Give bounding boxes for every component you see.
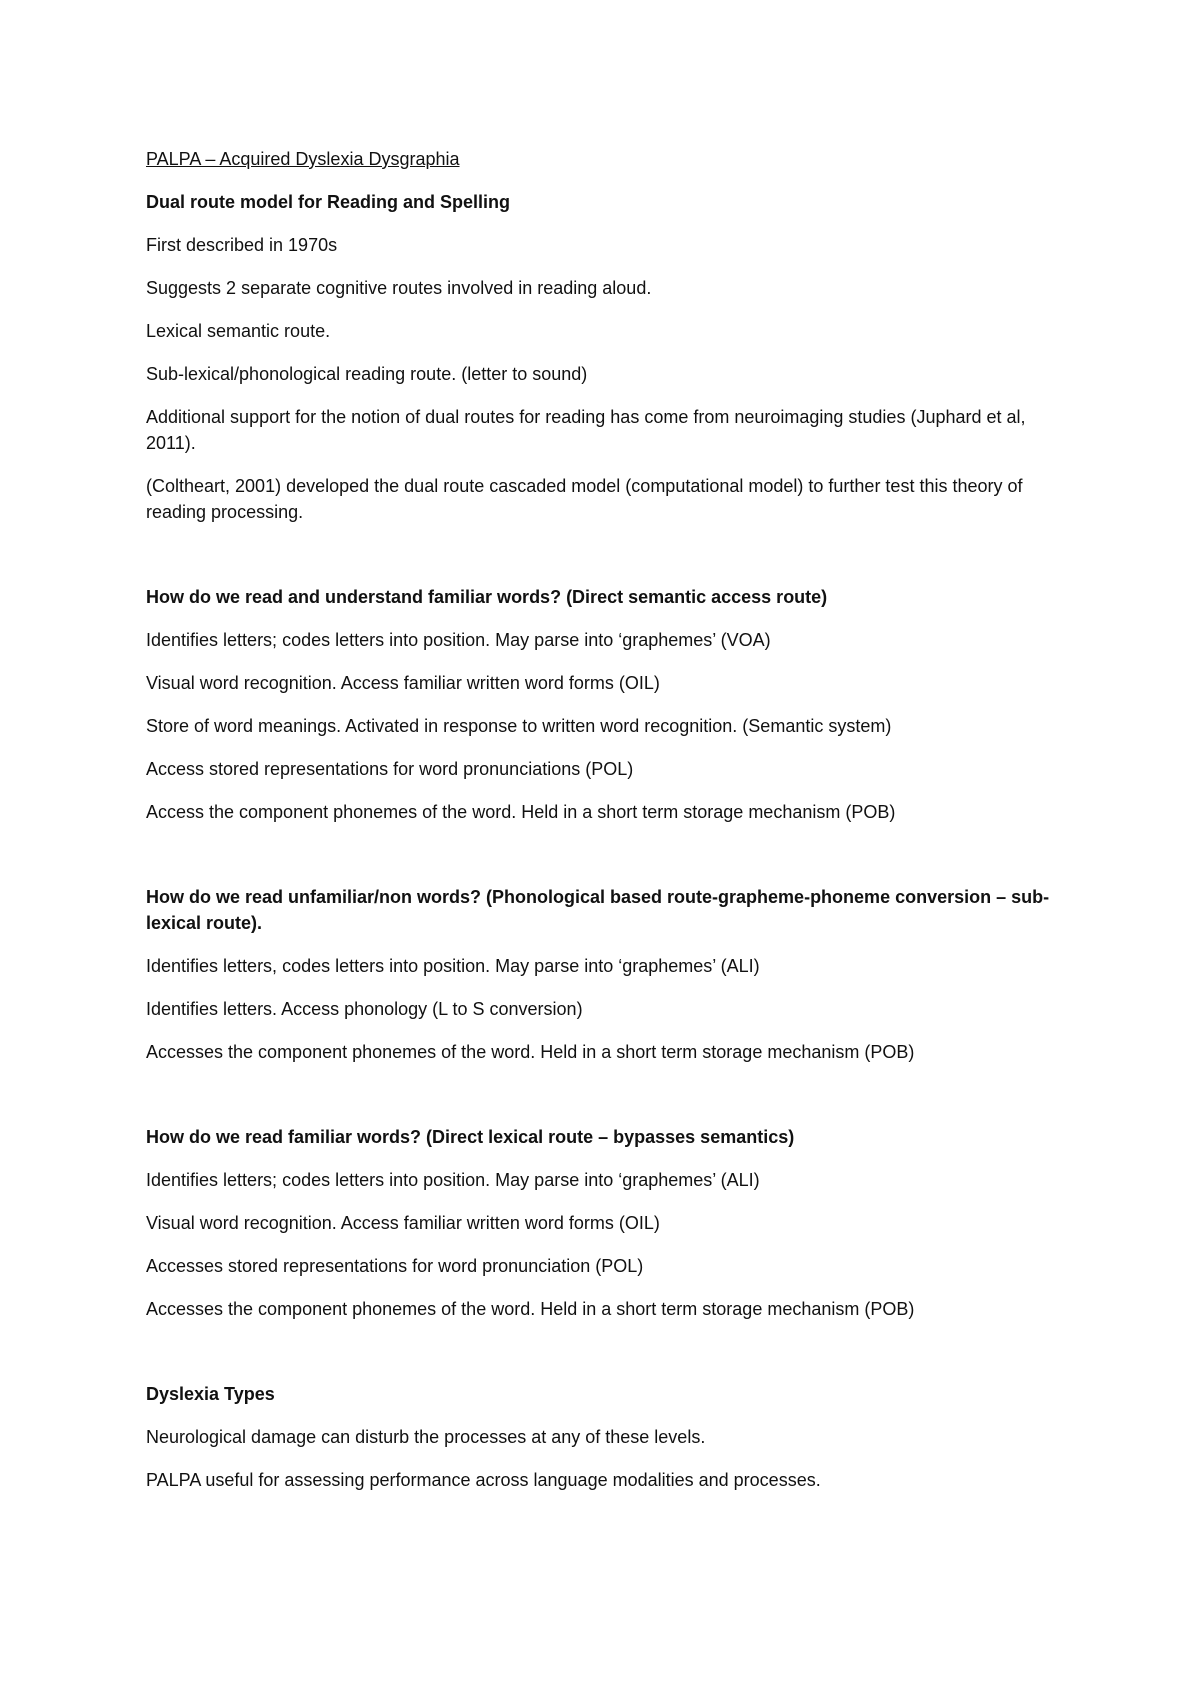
paragraph: (Coltheart, 2001) developed the dual route cascaded model (computational model) to further test this theory of reading processing. [146, 476, 1023, 522]
paragraph: Additional support for the notion of dual routes for reading has come from neuroimaging studies (Juphard et al, 2011). [146, 407, 1026, 453]
paragraph: Accesses the component phonemes of the word. Held in a short term storage mechanism (POB) [146, 1042, 915, 1062]
paragraph: Lexical semantic route. [146, 321, 331, 341]
paragraph: First described in 1970s [146, 235, 338, 255]
heading-phonological-route: How do we read unfamiliar/non words? (Phonological based route-grapheme-phoneme conversion – sub-lexical route). [146, 887, 1050, 933]
paragraph: Identifies letters. Access phonology (L to S conversion) [146, 999, 583, 1019]
heading-dual-route: Dual route model for Reading and Spelling [146, 192, 511, 212]
paragraph: Access the component phonemes of the word. Held in a short term storage mechanism (POB) [146, 802, 896, 822]
paragraph: Identifies letters; codes letters into position. May parse into ‘graphemes’ (VOA) [146, 630, 771, 650]
paragraph: Visual word recognition. Access familiar written word forms (OIL) [146, 673, 660, 693]
paragraph: PALPA useful for assessing performance across language modalities and processes. [146, 1470, 821, 1490]
paragraph: Visual word recognition. Access familiar written word forms (OIL) [146, 1213, 660, 1233]
paragraph: Accesses stored representations for word pronunciation (POL) [146, 1256, 644, 1276]
heading-dyslexia-types: Dyslexia Types [146, 1384, 275, 1404]
paragraph: Identifies letters; codes letters into position. May parse into ‘graphemes’ (ALI) [146, 1170, 760, 1190]
heading-lexical-route: How do we read familiar words? (Direct lexical route – bypasses semantics) [146, 1127, 795, 1147]
document-title: PALPA – Acquired Dyslexia Dysgraphia [146, 149, 460, 169]
paragraph: Neurological damage can disturb the processes at any of these levels. [146, 1427, 706, 1447]
paragraph: Sub-lexical/phonological reading route. (letter to sound) [146, 364, 588, 384]
paragraph: Access stored representations for word pronunciations (POL) [146, 759, 634, 779]
paragraph: Store of word meanings. Activated in response to written word recognition. (Semantic system) [146, 716, 892, 736]
paragraph: Accesses the component phonemes of the word. Held in a short term storage mechanism (POB) [146, 1299, 915, 1319]
paragraph: Suggests 2 separate cognitive routes involved in reading aloud. [146, 278, 652, 298]
paragraph: Identifies letters, codes letters into position. May parse into ‘graphemes’ (ALI) [146, 956, 760, 976]
heading-semantic-route: How do we read and understand familiar words? (Direct semantic access route) [146, 587, 828, 607]
